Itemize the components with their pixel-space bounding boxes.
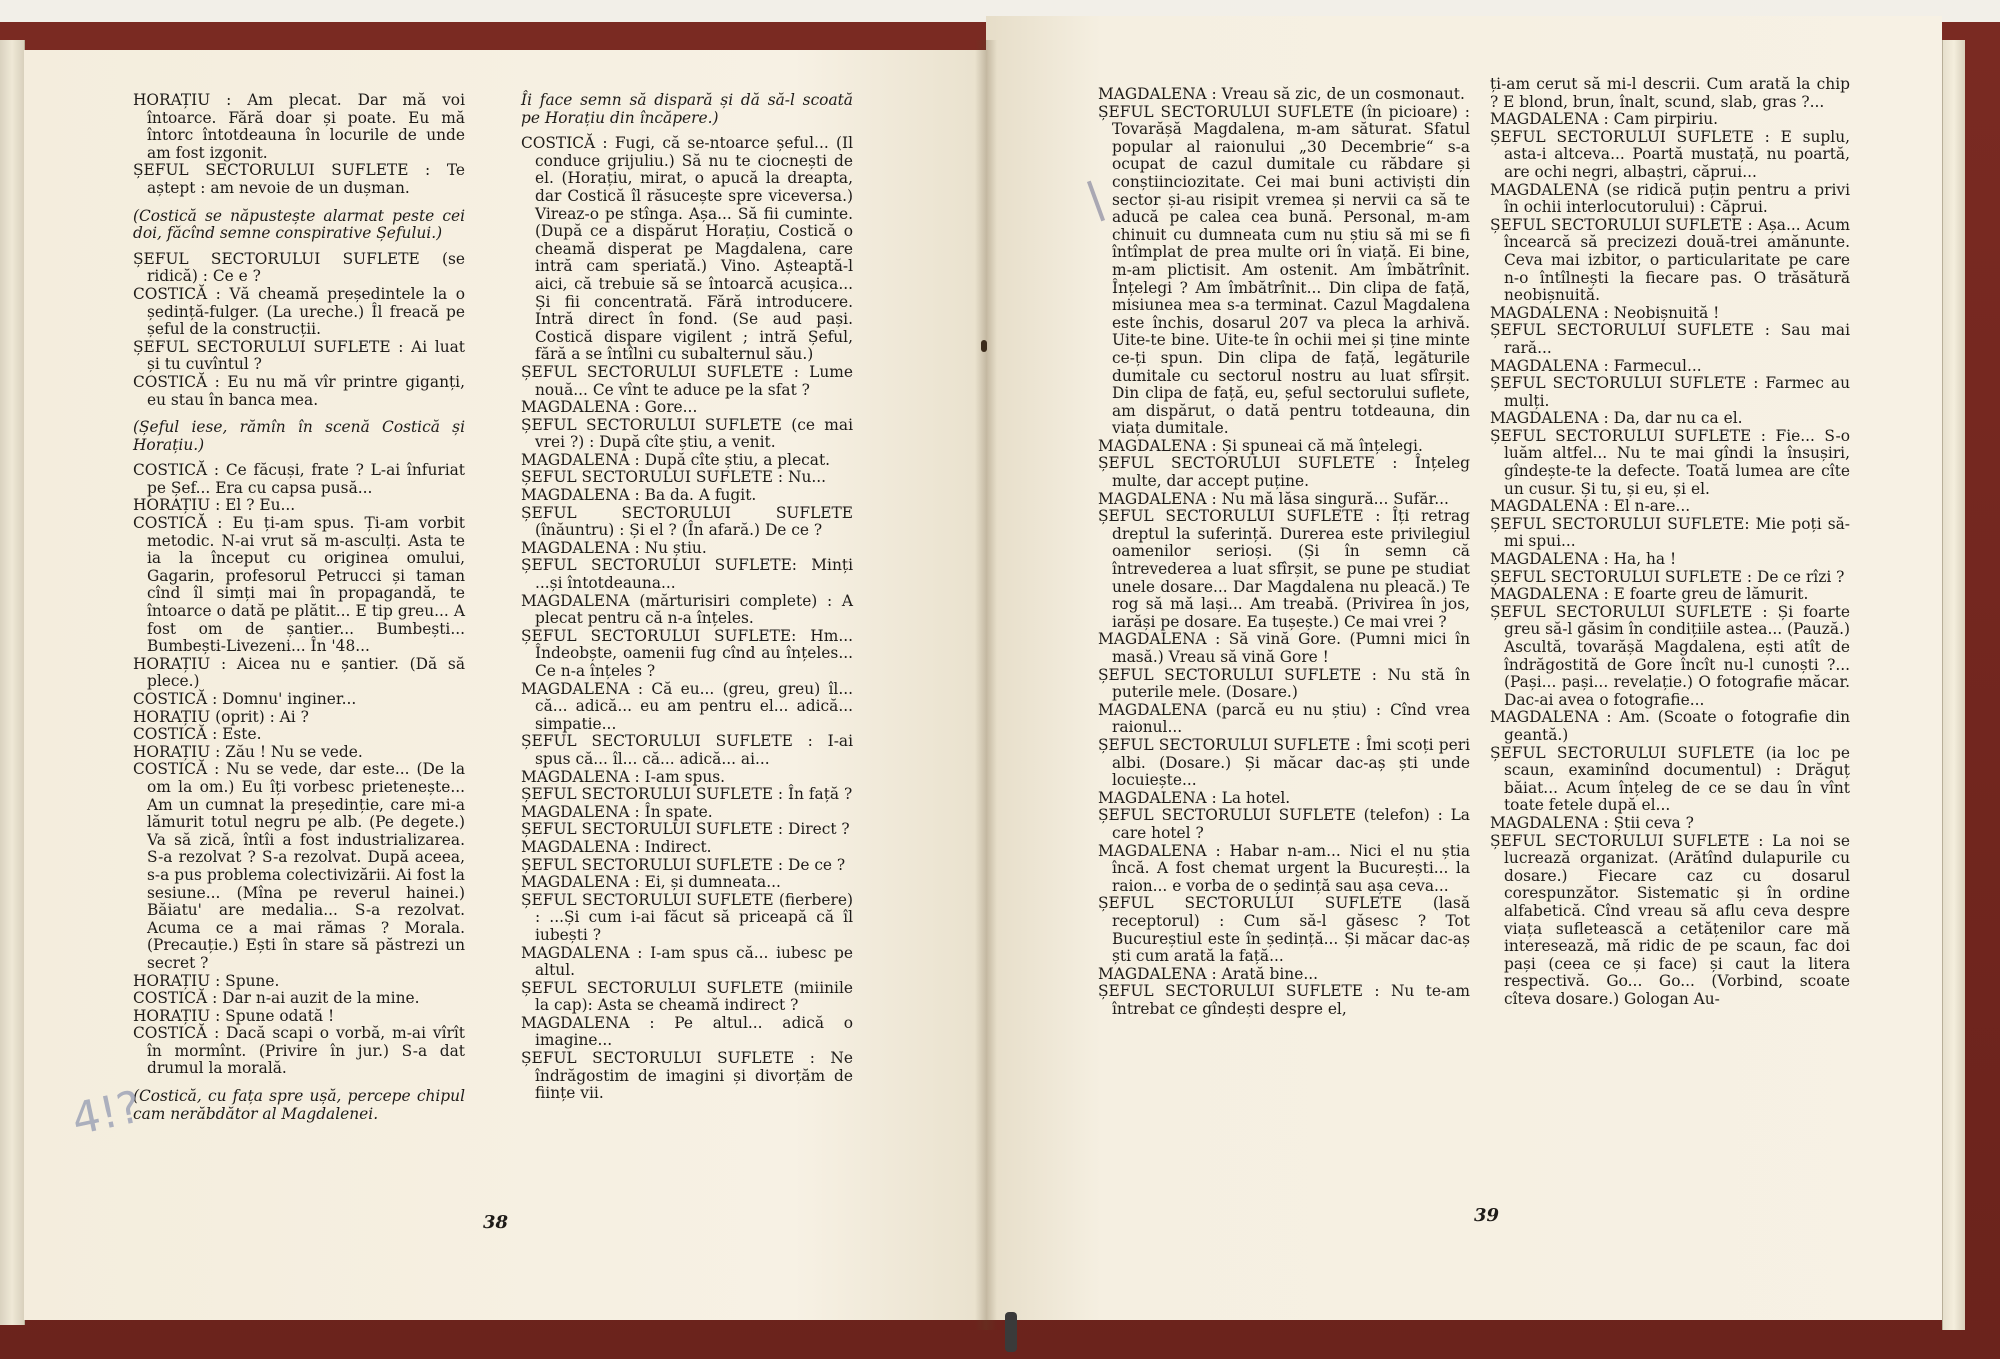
dialogue-line: MAGDALENA : Să vină Gore. (Pumni mici în masă.) Vreau să vină Gore ! [1098, 630, 1470, 666]
dialogue-line: COSTICĂ : Vă cheamă președintele la o ședință-fulger. (La ureche.) Îl freacă pe șeful de la construcții. [133, 284, 465, 339]
dialogue-line: MAGDALENA : Cam pirpiriu. [1490, 110, 1719, 129]
dialogue-line: ȘEFUL SECTORULUI SUFLETE (telefon) : La care hotel ? [1098, 806, 1470, 842]
dialogue-line: HORAȚIU : Zău ! Nu se vede. [133, 742, 363, 761]
dialogue-line: HORAȚIU : Spune. [133, 971, 280, 990]
text-column-3 [1098, 86, 1470, 1018]
dialogue-line: ȘEFUL SECTORULUI SUFLETE : Lume nouă... Ce vînt te aduce pe la sfat ? [521, 362, 853, 399]
dialogue-line: COSTICĂ : Domnu' inginer... [133, 690, 357, 708]
dialogue-line: ȘEFUL SECTORULUI SUFLETE (fierbere) : ...Și cum i-ai făcut să priceapă că îl iubești ? [521, 890, 853, 944]
dialogue-line: MAGDALENA : Indirect. [521, 837, 712, 856]
dialogue-line: MAGDALENA : Ei, și dumneata... [521, 873, 781, 892]
dialogue-line: MAGDALENA : Pe altul... adică o imagine... [521, 1013, 853, 1050]
stage-direction: (Costică, cu fața spre ușă, percepe chipul cam nerăbdător al Magdalenei. [133, 1087, 465, 1123]
dialogue-line: COSTICĂ : Dacă scapi o vorbă, m-ai vîrît în mormînt. (Privire în jur.) S-a dat drumul la morală. [133, 1024, 465, 1078]
dialogue-line: MAGDALENA : Arată bine... [1098, 964, 1319, 983]
dialogue-line: ȘEFUL SECTORULUI SUFLETE : Te aștept : am nevoie de un dușman. [133, 161, 465, 197]
dialogue-line: HORAȚIU (oprit) : Ai ? [133, 707, 309, 726]
dialogue-line: COSTICĂ : Eu nu mă vîr printre giganți, eu stau în banca mea. [133, 372, 465, 409]
text-column-2 [521, 92, 853, 1103]
dialogue-line: HORAȚIU : Aicea nu e șantier. (Dă să plece.) [133, 654, 465, 691]
dialogue-line: ȘEFUL SECTORULUI SUFLETE (ce mai vrei ?) : După cîte știu, a venit. [521, 415, 853, 452]
dialogue-line: MAGDALENA : Ha, ha ! [1490, 550, 1677, 569]
dialogue-line: COSTICĂ : Dar n-ai auzit de la mine. [133, 989, 420, 1008]
dialogue-line: MAGDALENA : E foarte greu de lămurit. [1490, 585, 1809, 604]
dialogue-line: ȘEFUL SECTORULUI SUFLETE: Hm... Îndeobște, oamenii fug cînd au înțeles... Ce n-a înțeles ? [521, 626, 853, 680]
dialogue-line: ȘEFUL SECTORULUI SUFLETE (se ridică) : Ce e ? [133, 249, 465, 286]
dialogue-line: ȘEFUL SECTORULUI SUFLETE : Îmi scoți peri albi. (Dosare.) Și măcar dac-aș ști unde locuiește... [1098, 735, 1470, 790]
dialogue-line: HORAȚIU : Am plecat. Dar mă voi întoarce. Fără doar și poate. Eu mă întorc întotdeauna în locurile de unde am fost izgonit. [133, 91, 465, 162]
dialogue-line: MAGDALENA : În spate. [521, 802, 713, 821]
dialogue-line: COSTICĂ : Nu se vede, dar este... (De la om la om.) Eu îți vorbesc prietenește... Am un cumnat la președinție, care mi-a lămurit totul negru pe alb. (Pe degete.) Va să zică, întîi a fost industrializarea. S-a rezolvat ? S-a rezolvat. După aceea, s-a pus problema colectivizării. Ai fost la sesiune... (Mîna pe reverul hainei.) Băiatu' are medalia... S-a rezolvat. Acuma ce a mai rămas ? Morala. (Precauție.) Ești în stare să păstrezi un secret ? [133, 760, 465, 972]
dialogue-line: ȘEFUL SECTORULUI SUFLETE : Farmec au mulți. [1490, 374, 1850, 410]
dialogue-line: HORAȚIU : Spune odată ! [133, 1006, 335, 1025]
book-gutter [975, 40, 997, 1330]
text-column-4 [1490, 76, 1850, 1008]
dialogue-line: ȘEFUL SECTORULUI SUFLETE : Înțeleg multe, dar accept puține. [1098, 454, 1470, 491]
page-number-left: 38 [483, 1212, 509, 1233]
dialogue-line: ȘEFUL SECTORULUI SUFLETE: Mie poți să-mi spui... [1490, 514, 1850, 551]
dialogue-line: MAGDALENA : Nu știu. [521, 538, 707, 557]
stage-direction: (Costică se năpustește alarmat peste cei doi, făcînd semne conspirative Șefului.) [133, 206, 465, 243]
dialogue-line: MAGDALENA : I-am spus. [521, 767, 726, 786]
dialogue-line: MAGDALENA : Neobișnuită ! [1490, 303, 1720, 322]
dialogue-line: ȘEFUL SECTORULUI SUFLETE : Nu te-am întrebat ce gîndești despre el, [1098, 982, 1470, 1018]
dialogue-line: ȘEFUL SECTORULUI SUFLETE : La noi se lucrează organizat. (Arătînd dulapurile cu dosare.) Fiecare caz cu dosarul corespunzător. Sistematic și în ordine alfabetică. Cînd vreau să aflu ceva despre viața sufletească a cetățenilor care mă interesează, mă ridic de pe scaun, fac doi pași (ceea ce și face) și caut la litera respectivă. Go... Go... (Vorbind, scoate cîteva dosare.) Gologan Au- [1490, 831, 1850, 1008]
dialogue-line: MAGDALENA : Știi ceva ? [1490, 813, 1694, 832]
dialogue-line: ȘEFUL SECTORULUI SUFLETE : I-ai spus că... îl... că... adică... ai... [521, 732, 853, 768]
dialogue-line: MAGDALENA : Nu mă lăsa singură... Sufăr... [1098, 489, 1449, 508]
dialogue-line: ȘEFUL SECTORULUI SUFLETE (lasă receptorul) : Cum să-l găsesc ? Tot Bucureștiul este în ședință... Și măcar dac-aș ști cum arată la față... [1098, 894, 1470, 966]
dialogue-line: ȘEFUL SECTORULUI SUFLETE : De ce rîzi ? [1490, 567, 1845, 586]
dialogue-line: MAGDALENA (parcă eu nu știu) : Cînd vrea raionul... [1098, 700, 1470, 737]
dialogue-line: MAGDALENA : Și spuneai că mă înțelegi. [1098, 436, 1423, 455]
dialogue-line: ȘEFUL SECTORULUI SUFLETE : E suplu, asta-i altceva... Poartă mustață, nu poartă, are ochi negri, albaștri, căprui... [1490, 127, 1850, 181]
dialogue-line: ȘEFUL SECTORULUI SUFLETE : Ne îndrăgostim de imagini și divorțăm de ființe vii. [521, 1049, 853, 1103]
left-page-edges [0, 40, 25, 1325]
dialogue-line: MAGDALENA : Da, dar nu ca el. [1490, 409, 1743, 428]
dialogue-line: ȘEFUL SECTORULUI SUFLETE : În față ? [521, 785, 853, 804]
dialogue-line: COSTICĂ : Ce făcuși, frate ? L-ai înfuriat pe Șef... Era cu capsa pusă... [133, 461, 465, 497]
dialogue-line: ȘEFUL SECTORULUI SUFLETE : Fie... S-o luăm altfel... Nu te mai gîndi la însușiri, gîndește-te la defecte. Toată lumea are cîte un cusur. Și tu, și eu, și el. [1490, 426, 1850, 498]
dialogue-line: ȘEFUL SECTORULUI SUFLETE : Și foarte greu să-l găsim în condițiile astea... (Pauză.) Ascultă, tovarășă Magdalena, ești atît de îndrăgostită de Gore încît nu-l cunoști ?... (Pași... pași... revelație.) O fotografie măcar. Dac-ai avea o fotografie... [1490, 602, 1850, 709]
dialogue-line: MAGDALENA : El n-are... [1490, 497, 1691, 516]
dialogue-line: ȘEFUL SECTORULUI SUFLETE : Direct ? [521, 820, 850, 839]
stage-direction: (Șeful iese, rămîn în scenă Costică și Horațiu.) [133, 418, 465, 454]
dialogue-line: MAGDALENA (mărturisiri complete) : A plecat pentru că n-a înțeles. [521, 591, 853, 628]
dialogue-line: MAGDALENA : Farmecul... [1490, 356, 1702, 375]
dialogue-line: MAGDALENA : La hotel. [1098, 788, 1291, 807]
page-number-right: 39 [1474, 1205, 1500, 1226]
dialogue-line: ȘEFUL SECTORULUI SUFLETE : Așa... Acum încearcă să precizezi două-trei amănunte. Ceva mai izbitor, o particularitate pe care n-o întîlnești la fiecare pas. O trăsătură neobișnuită. [1490, 215, 1850, 305]
dialogue-line: ȘEFUL SECTORULUI SUFLETE (miinile la cap): Asta se cheamă indirect ? [521, 978, 853, 1015]
dialogue-line: ȘEFUL SECTORULUI SUFLETE : Nu stă în puterile mele. (Dosare.) [1098, 665, 1470, 702]
dialogue-line: ȘEFUL SECTORULUI SUFLETE : Nu... [521, 468, 827, 487]
dialogue-line: MAGDALENA : Că eu... (greu, greu) îl... că... adică... eu am pentru el... adică... simpatie... [521, 679, 853, 733]
dialogue-line: COSTICĂ : Eu ți-am spus. Ți-am vorbit metodic. N-ai vrut să m-asculți. Asta te ia la început cu originea omului, Gagarin, profesorul Petrucci și taman cînd îl simți mai în propagandă, te întoarce o dată pe plătit... E tip greu... A fost om de șantier... Bumbești... Bumbești-Livezeni... În '48... [133, 514, 465, 656]
dialogue-line: COSTICĂ : Este. [133, 725, 262, 744]
dialogue-line: ȘEFUL SECTORULUI SUFLETE : Ai luat și tu cuvîntul ? [133, 337, 465, 374]
dialogue-line: ȘEFUL SECTORULUI SUFLETE : Îți retrag dreptul la suferință. Durerea este privilegiul oamenilor serioși. (Și în semn că întrevederea a luat sfîrșit, se pune pe studiat unele dosare... Dar Magdalena nu pleacă.) Te rog să mă lași... Am treabă. (Privirea în jos, iarăși pe dosare. Ea tușește.) Ce mai vrei ? [1098, 507, 1470, 631]
dialogue-line: COSTICĂ : Fugi, că se-ntoarce șeful... (Il conduce grijuliu.) Să nu te ciocnești de el. (Horațiu, mirat, o apucă la dreapta, dar Costică îl răsucește spre viceversa.) Vireaz-o pe stînga. Așa... Să fii cuminte. (După ce a dispărut Horațiu, Costică o cheamă disperat pe Magdalena, care intră cam speriată.) Vino. Așteaptă-l aici, că trebuie să se întoarcă acușica... Și fii concentrată. Fără introducere. Intră direct în fond. (Se aud pași. Costică dispare vigilent ; intră Șeful, fără a se întîlni cu subalternul său.) [521, 134, 853, 364]
dialogue-line: ȘEFUL SECTORULUI SUFLETE : De ce ? [521, 855, 846, 874]
dialogue-line: MAGDALENA : După cîte știu, a plecat. [521, 450, 831, 469]
dialogue-line: MAGDALENA : Ba da. A fugit. [521, 486, 757, 505]
dialogue-line: MAGDALENA (se ridică puțin pentru a privi în ochii interlocutorului) : Căprui. [1490, 180, 1850, 217]
dialogue-line: ȘEFUL SECTORULUI SUFLETE: Minți ...și întotdeauna... [521, 556, 853, 593]
stage-direction: Îi face semn să dispară și dă să-l scoată pe Horațiu din încăpere.) [521, 91, 853, 127]
right-page-edges [1942, 40, 1965, 1330]
dialogue-line: ȘEFUL SECTORULUI SUFLETE (în picioare) : Tovarășă Magdalena, m-am săturat. Sfatul popular al raionului „30 Decembrie“ s-a ocupat de cazul dumitale cu răbdare și conștiinciozitate. Cei mai buni activiști din sector și-au risipit vremea și nervii ca să te aducă pe calea cea bună. Personal, m-am chinuit cu dumneata cum nu știu să mi se fi întîmplat de prea multe ori în viață. Ei bine, m-am plictisit. Am ostenit. Am îmbătrînit. Înțelegi ? Am îmbătrînit... Din clipa de față, misiunea mea s-a terminat. Cazul Magdalena este închis, dosarul 207 va pleca la arhivă. Uite-te bine. Uite-te în ochii mei și ține minte ce-ți spun. Din clipa de față, legăturile dumitale cu sectorul nostru au luat sfîrșit. Din clipa de față, eu, șeful sectorului suflete, am dispărut, o dată pentru totdeauna, din viața dumitale. [1098, 102, 1470, 438]
text-column-1 [133, 92, 465, 1131]
dialogue-line: MAGDALENA : Gore... [521, 398, 698, 417]
dialogue-line: MAGDALENA : Habar n-am... Nici el nu știa încă. A fost chemat urgent la București... la raion... e vorba de o ședință sau așa ceva... [1098, 841, 1470, 895]
bookmark-ribbon [1005, 1312, 1017, 1352]
handwritten-note: 4!? [67, 1081, 146, 1146]
dialogue-line: HORAȚIU : El ? Eu... [133, 496, 296, 515]
dialogue-line: MAGDALENA : Am. (Scoate o fotografie din geantă.) [1490, 708, 1850, 744]
dialogue-line: MAGDALENA : Vreau să zic, de un cosmonaut. [1098, 85, 1465, 103]
dialogue-line: ți-am cerut să mi-l descrii. Cum arată la chip ? E blond, brun, înalt, scund, slab, gras ?... [1490, 75, 1850, 111]
dialogue-line: ȘEFUL SECTORULUI SUFLETE (înăuntru) : Și el ? (În afară.) De ce ? [521, 503, 853, 540]
dialogue-line: ȘEFUL SECTORULUI SUFLETE : Sau mai rară... [1490, 321, 1850, 357]
dialogue-line: ȘEFUL SECTORULUI SUFLETE (ia loc pe scaun, examinînd documentul) : Drăguț băiat... Acum înțeleg de ce se dau în vînt toate fetele după el... [1490, 743, 1850, 815]
binding-mark [981, 340, 987, 352]
dialogue-line: MAGDALENA : I-am spus că... iubesc pe altul. [521, 943, 853, 980]
